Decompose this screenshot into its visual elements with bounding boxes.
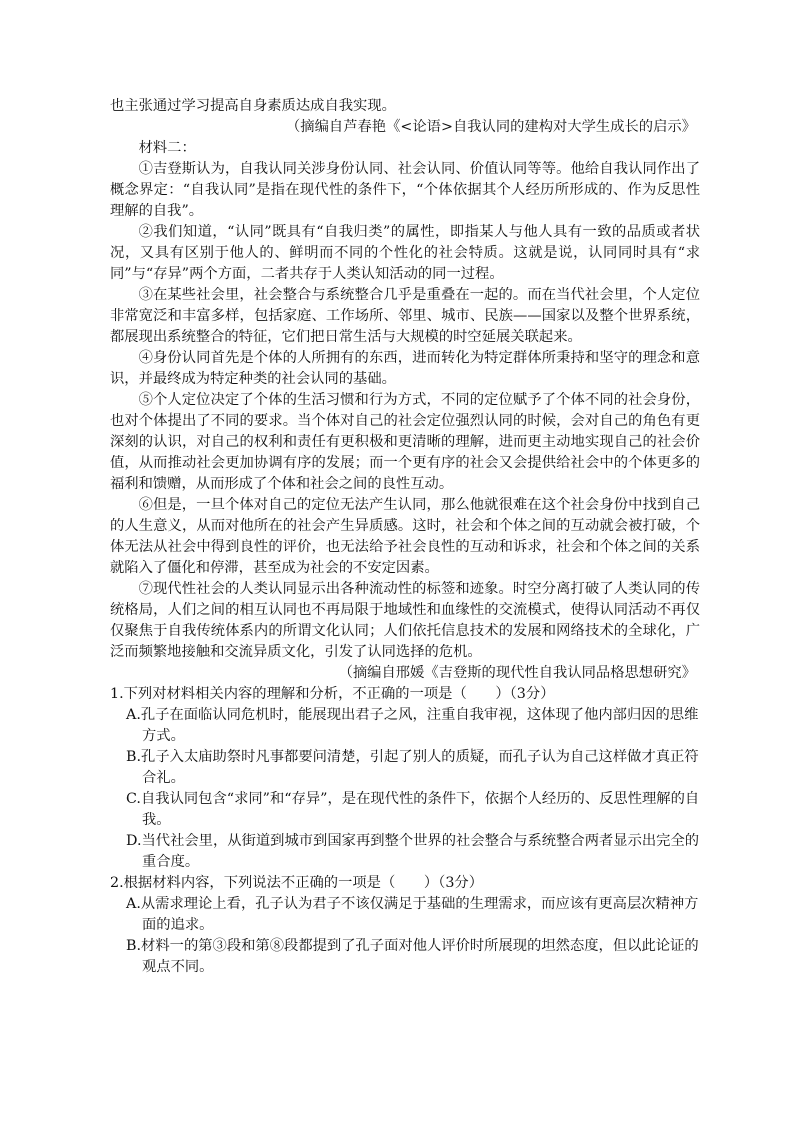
source-citation-1: （摘编自芦春艳《<论语>自我认同的建构对大学生成长的启示》 [286,119,696,135]
question-1-option-d: D.当代社会里，从街道到城市到国家再到整个世界的社会整合与系统整合两者显示出完全的重合度。 [126,833,700,870]
material-2-paragraph-1: ①吉登斯认为，自我认同关涉身份认同、社会认同、价值认同等等。他给自我认同作出了概念界定：“自我认同”是指在现代性的条件下，“个体依据其个人经历所形成的、作为反思性理解的自我”。 [110,161,700,219]
question-1-option-b: B.孔子入太庙助祭时凡事都要问清楚，引起了别人的质疑，而孔子认为自己这样做才真正符合礼。 [126,749,699,786]
document-page [110,96,700,978]
question-2-stem: 2.根据材料内容，下列说法不正确的一项是（ ）（3分） [110,875,484,891]
intro-tail-line: 也主张通过学习提高自身素质达成自我实现。 [110,98,396,114]
question-2-option-a: A.从需求理论上看，孔子认为君子不该仅满足于基础的生理需求，而应该有更高层次精神方面的追求。 [126,896,699,933]
question-1-option-c: C.自我认同包含“求同”和“存异”，是在现代性的条件下，依据个人经历的、反思性理解的自我。 [126,791,700,828]
material-2-paragraph-5: ⑤个人定位决定了个体的生活习惯和行为方式，不同的定位赋予了个体不同的社会身份，也对个体提出了不同的要求。当个体对自己的社会定位强烈认同的时候，会对自己的角色有更深刻的认识，对自己的权利和责任有更积极和更清晰的理解，进而更主动地实现自己的社会价值，从而推动社会更加协调有序的发展；而一个更有序的社会又会提供给社会中的个体更多的福利和馈赠，从而形成了个体和社会之间的良性互动。 [110,392,700,492]
material-2-paragraph-2: ②我们知道，“认同”既具有“自我归类”的属性，即指某人与他人具有一致的品质或者状况，又具有区别于他人的、鲜明而不同的个性化的社会特质。这就是说，认同同时具有“求同”与“存异”两个方面，二者共存于人类认知活动的同一过程。 [110,224,700,282]
question-1-option-a: A.孔子在面临认同危机时，能展现出君子之风，注重自我审视，这体现了他内部归因的思维方式。 [126,707,699,744]
question-1 [110,684,700,873]
material-2-paragraph-4: ④身份认同首先是个体的人所拥有的东西，进而转化为特定群体所秉持和坚守的理念和意识，并最终成为特定种类的社会认同的基础。 [110,350,700,387]
source-citation-2: （摘编自邢媛《吉登斯的现代性自我认同品格思想研究》 [338,665,696,681]
question-1-stem: 1.下列对材料相关内容的理解和分析，不正确的一项是（ ）（3分） [110,686,555,702]
material-2-paragraph-3: ③在某些社会里，社会整合与系统整合几乎是重叠在一起的。而在当代社会里，个人定位非常宽泛和丰富多样，包括家庭、工作场所、邻里、城市、民族——国家以及整个世界系统，都展现出系统整合的特征，它们把日常生活与大规模的时空延展关联起来。 [110,287,700,345]
material-2-paragraph-6: ⑥但是，一旦个体对自己的定位无法产生认同，那么他就很难在这个社会身份中找到自己的人生意义，从而对他所在的社会产生异质感。这时，社会和个体之间的互动就会被打破，个体无法从社会中得到良性的评价，也无法给予社会良性的互动和诉求，社会和个体之间的关系就陷入了僵化和停滞，甚至成为社会的不安定因素。 [110,497,700,576]
question-2-option-b: B.材料一的第③段和第⑧段都提到了孔子面对他人评价时所展现的坦然态度，但以此论证的观点不同。 [126,938,699,975]
material-2-paragraph-7: ⑦现代性社会的人类认同显示出各种流动性的标签和迹象。时空分离打破了人类认同的传统格局，人们之间的相互认同也不再局限于地域性和血缘性的交流模式，使得认同活动不再仅仅聚焦于自我传统体系内的所谓文化认同；人们依托信息技术的发展和网络技术的全球化，广泛而频繁地接触和交流异质文化，引发了认同选择的危机。 [110,581,700,660]
question-2 [110,873,700,978]
material-2-label: 材料二： [138,140,196,156]
